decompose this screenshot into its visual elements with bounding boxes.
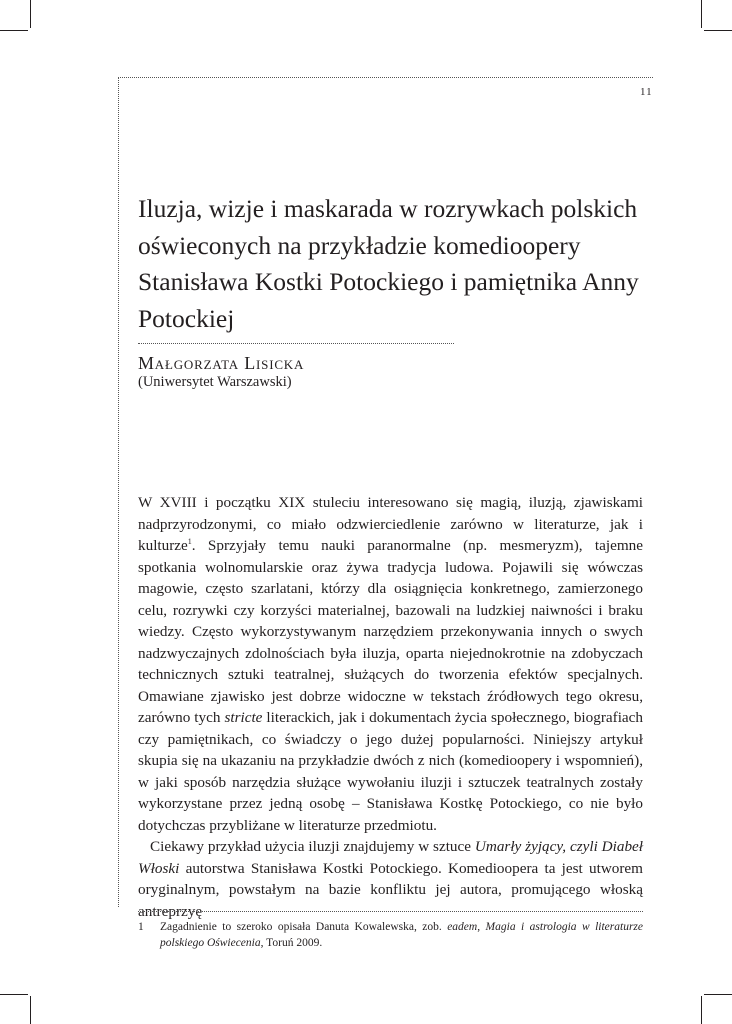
crop-mark-bottom-left-horizontal — [0, 994, 28, 995]
footnote-divider — [138, 911, 643, 912]
crop-mark-bottom-right-vertical — [701, 996, 702, 1024]
footnote-text: Zagadnienie to szeroko opisała Danuta Kowalewska, zob. eadem, Magia i astrologia w literaturze polskiego Oświecenia, Toruń 2009. — [160, 921, 643, 949]
body-paragraph-1: W XVIII i początku XIX stuleciu interesowano się magią, iluzją, zjawiskami nadprzyrodzonymi, co miało odzwierciedlenie zarówno w literaturze, jak i kulturze$^1$. Sprzyjały temu nauki paranormalne (np. mesmeryzm), tajemne spotkania wolnomularskie oraz żywa tradycja ludowa. Pojawili się wówczas magowie, często szarlatani, którzy dla osiągnięcia konkretnego, zamierzonego celu, rozrywki czy korzyści materialnej, bazowali na ludzkiej naiwności i braku wiedzy. Często wykorzystywanym narzędziem przekonywania innych o swych nadzwyczajnych zdolnościach była iluzja, oparta niejednokrotnie na zdobyczach technicznych sztuki teatralnej, służących do tworzenia efektów specjalnych. Omawiane zjawisko jest dobrze widoczne w tekstach źródłowych tego okresu, zarówno tych stricte literackich, jak i dokumentach życia społecznego, biografiach czy pamiętnikach, co świadczy o jego dużej popularności. Niniejszy artykuł skupia się na ukazaniu na przykładzie dwóch z nich (komedioopery i wspomnień), w jaki sposób narzędzia służące wywołaniu iluzji i sztuczek teatralnych zostały wykorzystane przez jedną osobę – Stanisława Kostkę Potockiego, co nie było dotychczas przybliżane w literaturze przedmiotu. — [138, 494, 643, 834]
page-number: 11 — [640, 86, 653, 98]
crop-mark-top-right-vertical — [701, 0, 702, 28]
article-body — [138, 492, 643, 922]
footnote — [138, 919, 643, 951]
dotted-frame-top — [118, 77, 653, 78]
author-name: Małgorzata Lisicka — [138, 353, 305, 373]
crop-mark-top-left-horizontal — [0, 30, 28, 31]
title-divider — [138, 343, 454, 344]
footnote-reference[interactable]: 1 — [187, 536, 192, 546]
footnote-number: 1 — [138, 921, 144, 933]
author-affiliation: (Uniwersytet Warszawski) — [138, 374, 292, 390]
body-paragraph-2: Ciekawy przykład użycia iluzji znajdujemy w sztuce Umarły żyjący, czyli Diabeł Włoski autorstwa Stanisława Kostki Potockiego. Komedioopera ta jest utworem oryginalnym, powstałym na bazie konfliktu jej autora, promującego włoską antreprzyę — [138, 838, 643, 920]
crop-mark-bottom-left-vertical — [30, 996, 31, 1024]
dotted-frame-left — [118, 77, 119, 907]
crop-mark-bottom-right-horizontal — [704, 994, 732, 995]
crop-mark-top-left-vertical — [30, 0, 31, 28]
crop-mark-top-right-horizontal — [704, 30, 732, 31]
article-title: Iluzja, wizje i maskarada w rozrywkach polskich oświeconych na przykładzie komedioopery Stanisława Kostki Potockiego i pamiętnika Anny Potockiej — [138, 194, 639, 333]
